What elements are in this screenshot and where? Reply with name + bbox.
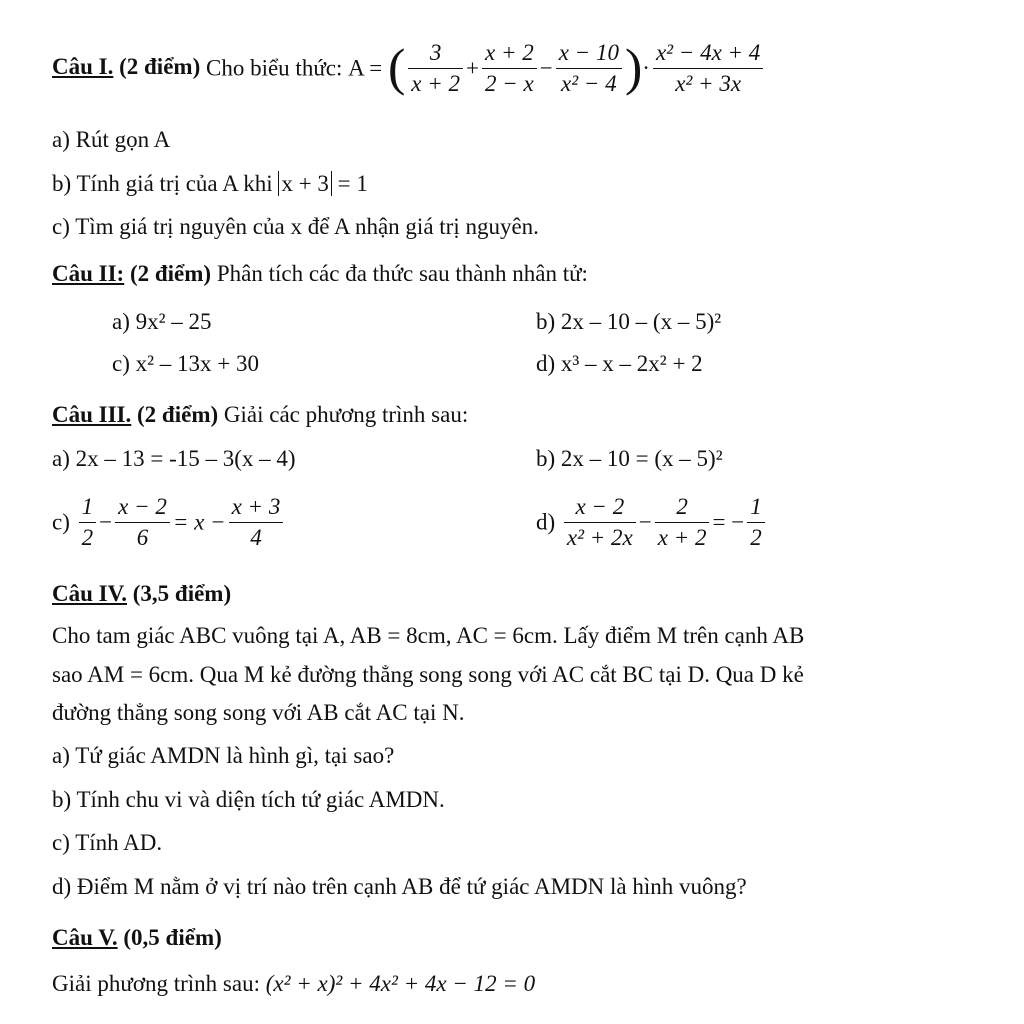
q1-close-paren: ) <box>624 39 643 97</box>
q5-line <box>52 970 535 998</box>
q4-part-d: d) Điểm M nằm ở vị trí nào trên cạnh AB để tứ giác AMDN là hình vuông? <box>52 874 747 899</box>
q5-equation: (x² + x)² + 4x² + 4x − 12 = 0 <box>265 971 536 996</box>
q2-header <box>52 260 588 288</box>
q3c-frac-1: $\frac{1}{2}$ <box>79 492 97 553</box>
q1-part-b-abs: x + 3 <box>278 171 331 196</box>
q1-title: Câu I. <box>52 53 114 79</box>
q5-intro: Giải phương trình sau: <box>52 971 260 996</box>
q1-open-paren: ( <box>387 39 406 97</box>
q4-text-line-3: đường thẳng song song với AB cắt AC tại N. <box>52 700 465 725</box>
q2-part-b: b) 2x – 10 – (x – 5)² <box>536 309 722 334</box>
q4-text-line-1: Cho tam giác ABC vuông tại A, AB = 8cm, AC = 6cm. Lấy điểm M trên cạnh AB <box>52 623 805 648</box>
q1-header <box>52 38 766 99</box>
q3-intro: Giải các phương trình sau: <box>223 402 469 427</box>
q1-intro: Cho biểu thức: <box>205 55 343 81</box>
q2-points: (2 điểm) <box>129 261 212 286</box>
q3d-frac-2: $\frac{2}{x + 2}$ <box>655 492 710 553</box>
q5-header <box>52 924 222 952</box>
q1-part-c: c) Tìm giá trị nguyên của x để A nhận giá trị nguyên. <box>52 214 539 239</box>
q3-part-c: c) $\frac{1}{2}$ − $\frac{x - 2}{6}$ = x − $\frac{x + 3}{4}$ <box>52 492 286 553</box>
q3d-frac-3: $\frac{1}{2}$ <box>747 492 765 553</box>
q4-header <box>52 580 231 608</box>
q5-points: (0,5 điểm) <box>123 925 222 950</box>
q1-dot: · <box>642 55 650 81</box>
q3d-frac-1: $\frac{x - 2}{\text{x² + 2x}}$ <box>564 492 636 553</box>
q1-frac-2: $\frac{x + 2}{2 - x}$ <box>482 38 537 99</box>
q3-header <box>52 401 468 429</box>
q1-op-1: + <box>466 55 479 81</box>
q3-part-d: d) $\frac{x - 2}{\text{x² + 2x}}$ − $\frac{2}{x + 2}$ = − $\frac{1}{2}$ <box>536 492 768 553</box>
q4-points: (3,5 điểm) <box>132 581 232 606</box>
q1-frac-4: $\frac{\text{x² − 4x + 4}}{\text{x² + 3x}}$ <box>653 38 763 99</box>
q5-title: Câu V. <box>52 925 118 950</box>
q3-title: Câu III. <box>52 402 132 427</box>
q3-part-b: b) 2x – 10 = (x – 5)² <box>536 446 723 471</box>
q4-part-b: b) Tính chu vi và diện tích tứ giác AMDN. <box>52 787 445 812</box>
q1-op-2: − <box>539 55 553 81</box>
q4-title: Câu IV. <box>52 581 127 606</box>
q1-expression <box>348 39 766 97</box>
q3-points: (2 điểm) <box>137 402 219 427</box>
q3c-frac-3: $\frac{x + 3}{4}$ <box>229 492 284 553</box>
q2-title: Câu II: <box>52 261 125 286</box>
q4-text-line-2: sao AM = 6cm. Qua M kẻ đường thẳng song song với AC cắt BC tại D. Qua D kẻ <box>52 662 804 687</box>
q4-part-a: a) Tứ giác AMDN là hình gì, tại sao? <box>52 743 395 768</box>
q2-intro: Phân tích các đa thức sau thành nhân tử: <box>216 261 588 286</box>
q2-part-d: d) x³ – x – 2x² + 2 <box>536 351 703 376</box>
q1-frac-3: $\frac{x - 10}{\text{x² − 4}}$ <box>556 38 622 99</box>
q3-part-a: a) 2x – 13 = -15 – 3(x – 4) <box>52 446 296 471</box>
q1-part-a: a) Rút gọn A <box>52 127 171 152</box>
q2-part-c: c) x² – 13x + 30 <box>112 351 259 376</box>
q1-frac-1: $\frac{3}{x + 2}$ <box>408 38 463 99</box>
q4-part-c: c) Tính AD. <box>52 830 163 855</box>
q1-expr-lhs: A = <box>348 55 383 81</box>
q3c-frac-2: $\frac{x - 2}{6}$ <box>115 492 170 553</box>
q1-part-b: b) Tính giá trị của A khi x + 3 = 1 <box>52 171 368 196</box>
q1-points: (2 điểm) <box>119 53 201 79</box>
q2-part-a: a) 9x² – 25 <box>112 309 212 334</box>
